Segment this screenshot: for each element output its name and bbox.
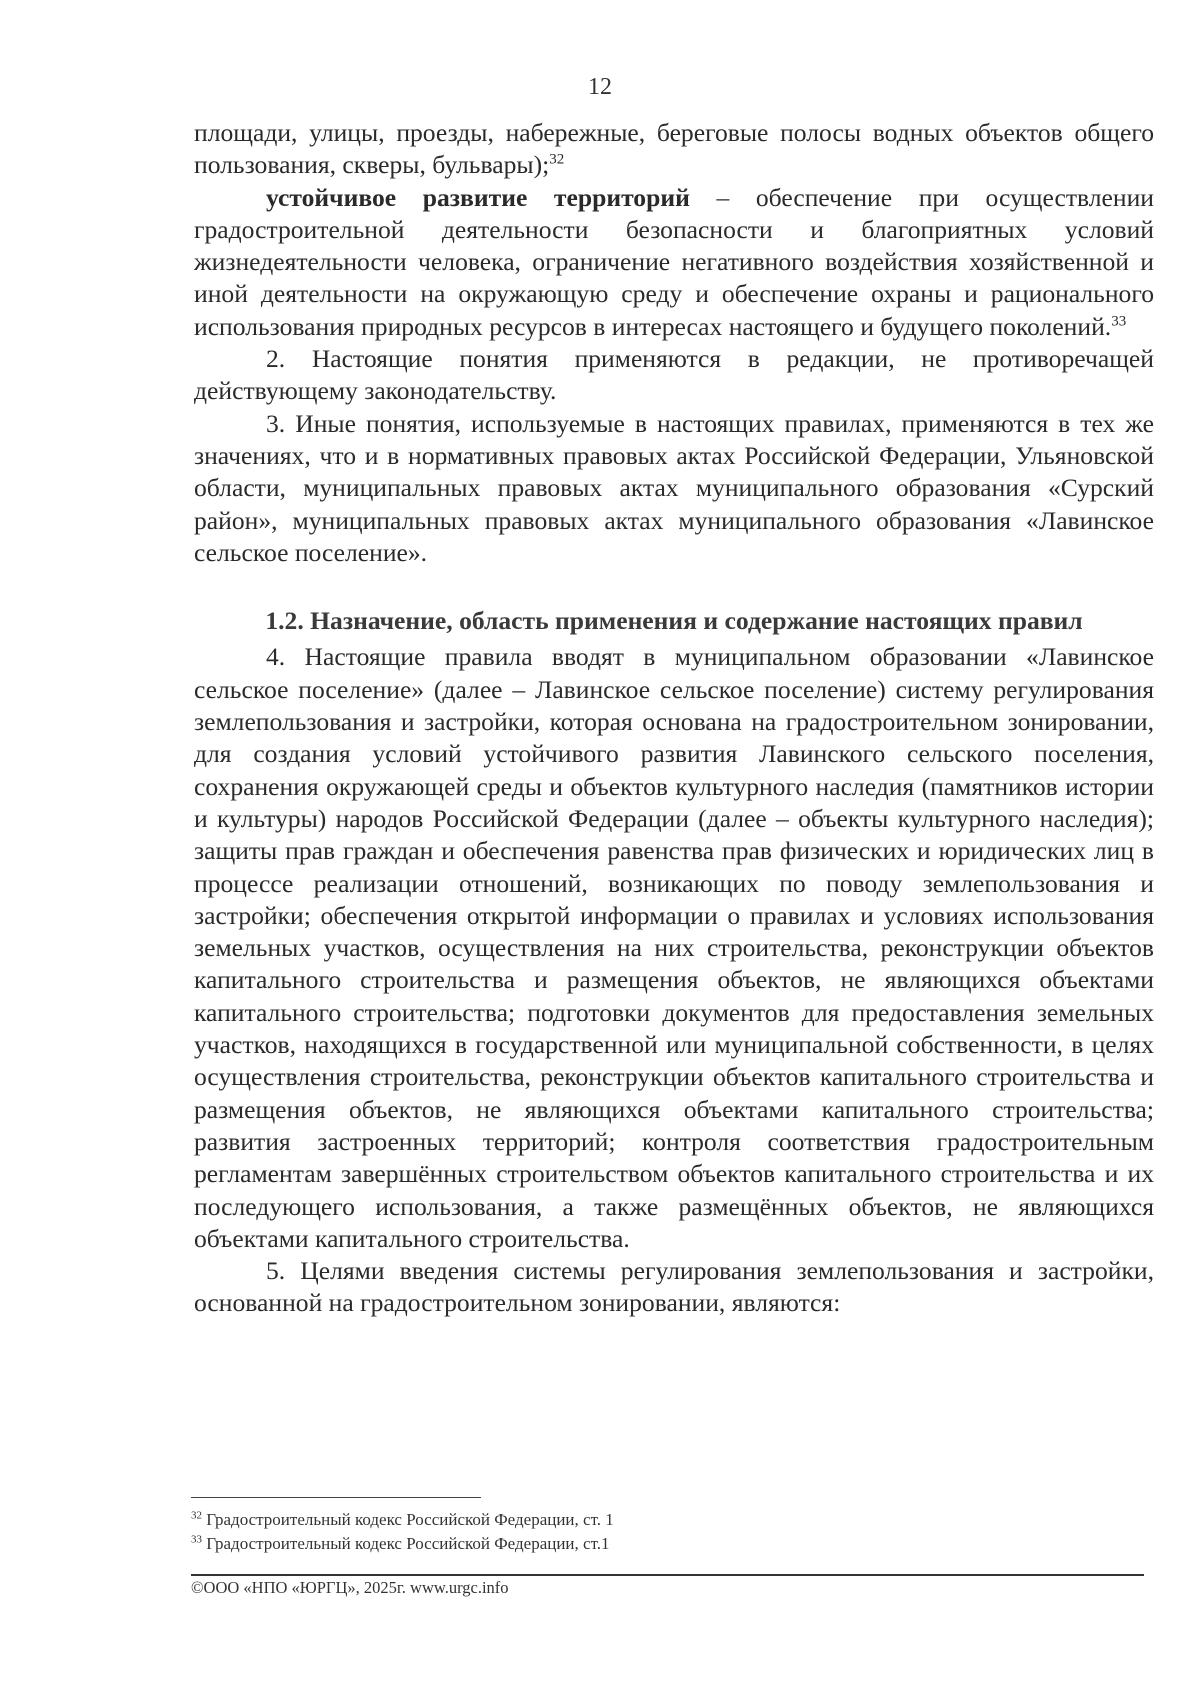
paragraph-4-continued: и культуры) народов Российской Федерации (далее – объекты культурного наследия); защиты прав граждан и обеспечения равенства прав физических и юридических лиц в процессе реализации отношений, возникающих по поводу землепользования и застройки; обеспечения открытой информации о правилах и условиях использования земельных участков, осуществления на них строительства, реконструкции объектов капитального строительства и размещения объектов, не являющихся объектами капитального строительства; подготовки документов для предоставления земельных участков, находящихся в государственной или муниципальной собственности, в целях осуществления строительства, реконструкции объектов капитального строительства и размещения объектов, не являющихся объектами капитального строительства; развития застроенных территорий; контроля соответствия градостроительным регламентам завершённых строительством объектов капитального строительства и их последующего использования, а также размещённых объектов, не являющихся объектами капитального строительства. — [194, 803, 1154, 1253]
footnote-text: Градостроительный кодекс Российской Федерации, ст.1 — [202, 1534, 610, 1553]
paragraph-5: 5. Целями введения системы регулирования землепользования и застройки, основанной на градостроительном зонировании, являются: — [194, 1256, 1154, 1318]
footnote-text: Градостроительный кодекс Российской Федерации, ст. 1 — [202, 1510, 614, 1529]
footnote-ref-33[interactable]: 33 — [1111, 313, 1127, 330]
page-number: 12 — [588, 74, 612, 100]
paragraph-text: – обеспечение при осуществлении градостроительной деятельности безопасности и благоприятных условий жизнедеятельности человека, ограничение негативного воздействия хозяйственной и иной деятельности на окружающую среду и обеспечение охраны и рационального использования природных ресурсов в интересах настоящего и будущего поколений. — [194, 182, 1154, 341]
paragraph-sustainable-development — [194, 182, 1154, 343]
footer-copyright: ©ООО «НПО «ЮРГЦ», 2025г. www.urgc.info — [191, 1578, 509, 1597]
footnote-33 — [191, 1532, 1091, 1556]
paragraph-4-start: 4. Настоящие правила вводят в муниципальном образовании «Лавинское сельское поселение» (далее – Лавинское сельское поселение) систему регулирования землепользования и застройки, которая основана на градостроительном зонировании, для создания условий устойчивого развития Лавинского сельского поселения, сохранения окружающей среды и объектов культурного наследия (памятников истории — [194, 642, 1154, 801]
paragraph-3: 3. Иные понятия, используемые в настоящих правилах, применяются в тех же значениях, что и в нормативных правовых актах Российской Федерации, Ульяновской области, муниципальных правовых актах муниципального образования «Сурский район», муниципальных правовых актах муниципального образования «Лавинское сельское поселение». — [194, 408, 1154, 567]
footnote-ref-32[interactable]: 32 — [549, 151, 565, 168]
footnote-mark: 33 — [191, 1533, 202, 1546]
paragraph-public-spaces-end — [194, 117, 1154, 182]
footer-divider — [191, 1574, 1144, 1576]
paragraph-text: площади, улицы, проезды, набережные, береговые полосы водных объектов общего пользования, скверы, бульвары); — [194, 118, 1154, 180]
document-body — [194, 117, 1154, 1320]
footnote-32 — [191, 1508, 1091, 1532]
defined-term: устойчивое развитие территорий — [266, 182, 690, 212]
footnotes — [191, 1508, 1091, 1556]
paragraph-2: 2. Настоящие понятия применяются в редакции, не противоречащей действующему законодательству. — [194, 344, 1154, 406]
section-heading: 1.2. Назначение, область применения и содержание настоящих правил — [265, 606, 1083, 636]
footnote-mark: 32 — [191, 1509, 202, 1522]
footnote-divider — [191, 1497, 481, 1498]
